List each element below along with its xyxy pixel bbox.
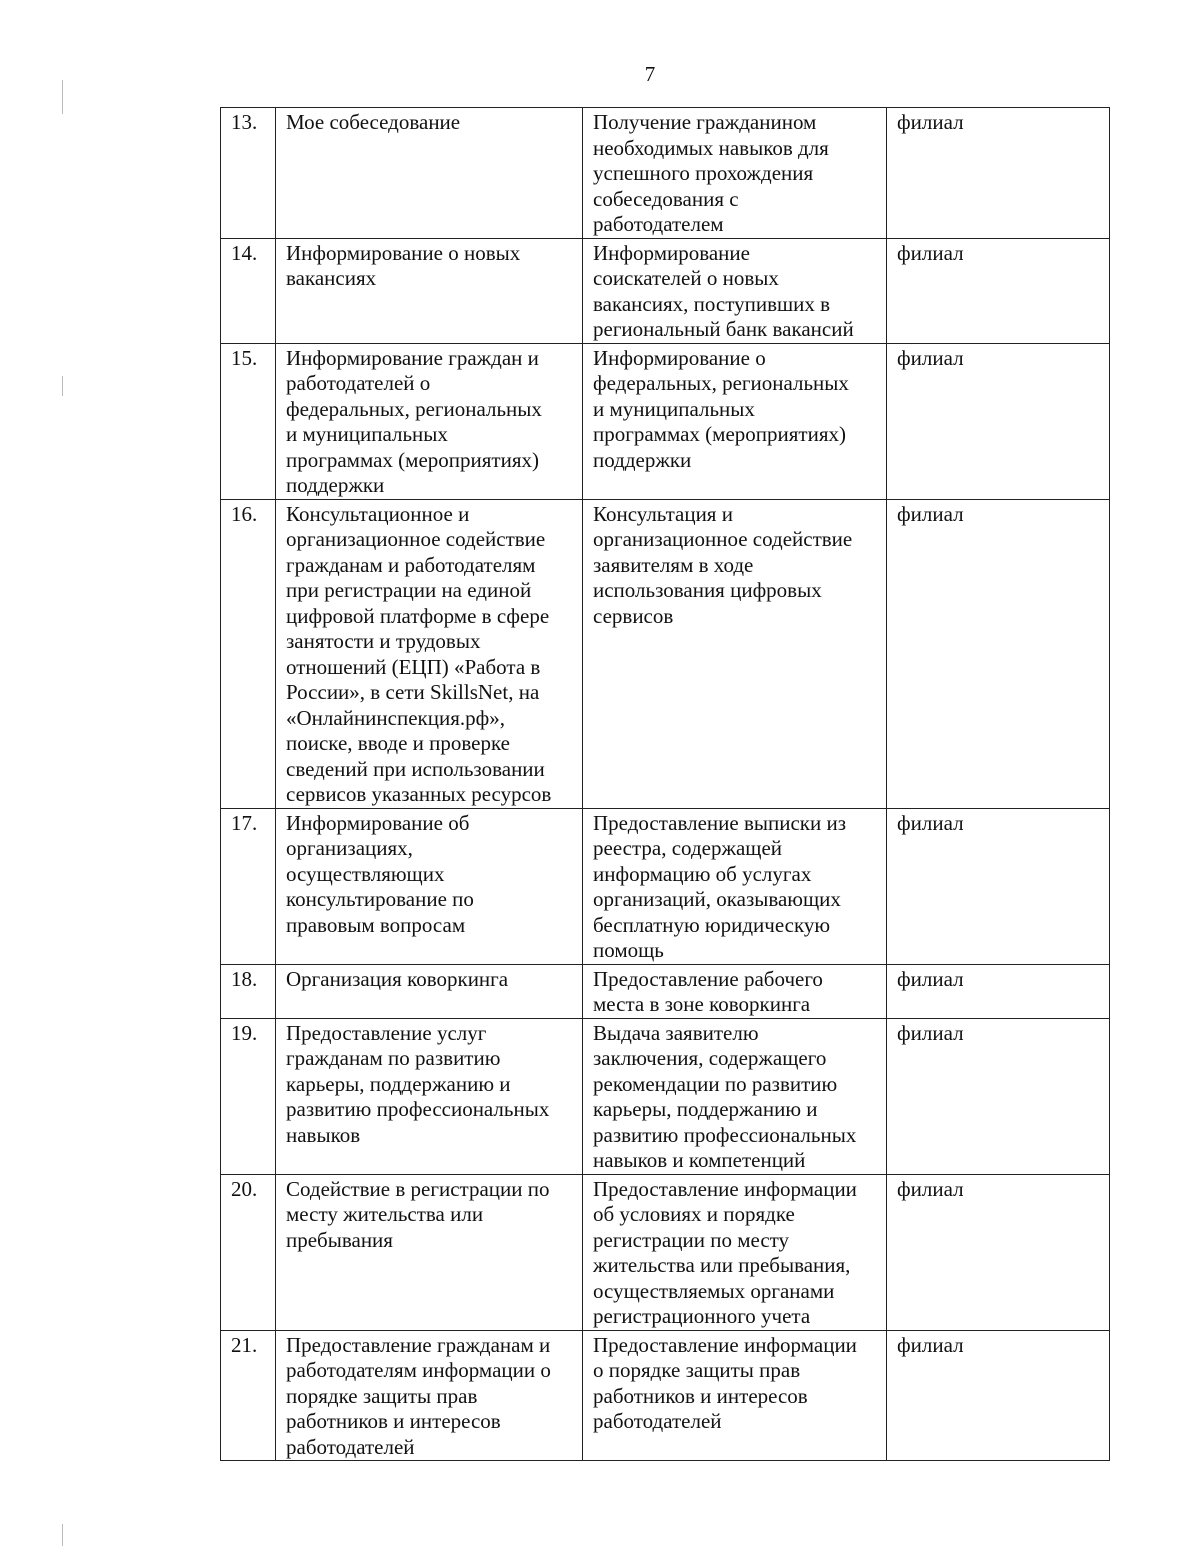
service-name-line: работников и интересов xyxy=(286,1409,501,1433)
service-result-line: Предоставление информации xyxy=(593,1176,857,1201)
service-name-line: Информирование о новых xyxy=(286,240,521,265)
service-name-line: Консультационное и xyxy=(286,501,470,526)
service-result-line: навыков и компетенций xyxy=(593,1148,806,1172)
service-name-line: при регистрации на единой xyxy=(286,578,532,602)
service-name-line: и муниципальных xyxy=(286,422,448,446)
service-name-cell xyxy=(276,108,583,239)
service-name-line: России», в сети SkillsNet, на xyxy=(286,680,540,704)
service-result-line: работодателем xyxy=(593,212,724,236)
service-result-line: регистрации по месту xyxy=(593,1227,790,1252)
service-name-line: организационное содействие xyxy=(286,527,546,551)
service-name-line: правовым вопросам xyxy=(286,912,466,937)
service-result-line: федеральных, региональных xyxy=(593,371,849,395)
table-body xyxy=(221,108,1110,1461)
service-result-line: жительства или пребывания, xyxy=(593,1253,851,1277)
table-row xyxy=(221,964,1110,1018)
service-result-line: Консультация и xyxy=(593,501,733,526)
table-row xyxy=(221,238,1110,343)
service-name-line: занятости и трудовых xyxy=(286,629,481,653)
service-result-line: организаций, оказывающих xyxy=(593,887,841,911)
service-name-line: навыков xyxy=(286,1122,361,1147)
service-result-line: бесплатную юридическую xyxy=(593,912,831,937)
service-result-line: об условиях и порядке xyxy=(593,1202,795,1226)
service-place-cell: филиал xyxy=(887,343,1110,499)
service-place-cell: филиал xyxy=(887,1174,1110,1330)
service-name-line: консультирование по xyxy=(286,887,474,911)
table-row xyxy=(221,808,1110,964)
service-result-line: соискателей о новых xyxy=(593,266,779,290)
service-name-line: отношений (ЕЦП) «Работа в xyxy=(286,654,541,679)
row-number: 20. xyxy=(221,1174,276,1330)
service-name-line: вакансиях xyxy=(286,266,377,290)
service-place-cell: филиал xyxy=(887,1330,1110,1461)
service-name-line: пребывания xyxy=(286,1227,393,1252)
service-result-line: Выдача заявителю xyxy=(593,1020,759,1045)
service-result-line: региональный банк вакансий xyxy=(593,317,854,341)
service-name-line: сервисов указанных ресурсов xyxy=(286,782,552,806)
service-result-line: места в зоне коворкинга xyxy=(593,992,811,1016)
service-name-line: работодателей xyxy=(286,1434,415,1459)
service-result-cell xyxy=(583,238,887,343)
service-name-line: Предоставление услуг xyxy=(286,1020,487,1045)
service-name-line: Мое собеседование xyxy=(286,110,461,134)
service-result-cell xyxy=(583,808,887,964)
service-result-cell xyxy=(583,343,887,499)
page-number: 7 xyxy=(644,62,656,86)
service-result-line: сервисов xyxy=(593,603,674,628)
service-place-cell: филиал xyxy=(887,108,1110,239)
service-name-line: порядке защиты прав xyxy=(286,1383,478,1408)
service-result-line: и муниципальных xyxy=(593,396,755,421)
service-result-line: информацию об услугах xyxy=(593,861,812,886)
service-result-line: программах (мероприятиях) xyxy=(593,422,846,446)
service-name-line: цифровой платформе в сфере xyxy=(286,603,550,628)
service-result-line: Предоставление информации xyxy=(593,1332,857,1357)
service-place-cell: филиал xyxy=(887,1018,1110,1174)
service-result-line: карьеры, поддержанию и xyxy=(593,1097,818,1121)
service-name-line: работодателям информации о xyxy=(286,1358,551,1382)
service-result-line: развитию профессиональных xyxy=(593,1122,857,1147)
service-name-cell xyxy=(276,1174,583,1330)
service-result-line: помощь xyxy=(593,938,664,962)
service-name-line: федеральных, региональных xyxy=(286,396,542,421)
service-result-line: работодателей xyxy=(593,1409,722,1433)
service-name-cell xyxy=(276,499,583,808)
service-result-line: осуществляемых органами xyxy=(593,1278,835,1303)
table-row xyxy=(221,108,1110,239)
service-result-line: Информирование о xyxy=(593,345,766,370)
service-name-line: Содействие в регистрации по xyxy=(286,1176,550,1201)
service-result-line: Информирование xyxy=(593,240,750,265)
service-result-line: Получение гражданином xyxy=(593,110,817,134)
service-name-cell xyxy=(276,1018,583,1174)
service-name-line: Предоставление гражданам и xyxy=(286,1332,551,1357)
service-result-line: Предоставление рабочего xyxy=(593,966,823,991)
table-row xyxy=(221,1330,1110,1461)
service-result-line: успешного прохождения xyxy=(593,161,814,185)
service-result-line: заключения, содержащего xyxy=(593,1046,827,1070)
service-name-cell xyxy=(276,343,583,499)
service-name-line: организациях, xyxy=(286,836,413,860)
service-result-line: вакансиях, поступивших в xyxy=(593,291,831,316)
service-result-line: Предоставление выписки из xyxy=(593,810,847,835)
row-number: 16. xyxy=(221,499,276,808)
service-result-cell xyxy=(583,499,887,808)
row-number: 14. xyxy=(221,238,276,343)
service-name-line: программах (мероприятиях) xyxy=(286,447,539,472)
scan-artifact xyxy=(62,376,63,396)
service-name-cell xyxy=(276,238,583,343)
table-row xyxy=(221,343,1110,499)
service-name-cell xyxy=(276,808,583,964)
service-name-line: поиске, вводе и проверке xyxy=(286,731,510,755)
service-result-cell xyxy=(583,1018,887,1174)
row-number: 21. xyxy=(221,1330,276,1461)
service-result-line: необходимых навыков для xyxy=(593,135,829,160)
service-place-cell: филиал xyxy=(887,499,1110,808)
table-row xyxy=(221,1174,1110,1330)
service-name-cell xyxy=(276,964,583,1018)
row-number: 19. xyxy=(221,1018,276,1174)
service-name-line: карьеры, поддержанию и xyxy=(286,1071,511,1096)
table-row xyxy=(221,499,1110,808)
service-name-line: «Онлайнинспекция.рф», xyxy=(286,705,505,730)
service-result-line: поддержки xyxy=(593,447,692,472)
service-result-line: заявителям в ходе xyxy=(593,552,754,577)
row-number: 17. xyxy=(221,808,276,964)
row-number: 15. xyxy=(221,343,276,499)
service-place-cell: филиал xyxy=(887,808,1110,964)
service-result-line: работников и интересов xyxy=(593,1383,808,1408)
service-result-cell xyxy=(583,1330,887,1461)
service-name-line: работодателей о xyxy=(286,371,431,395)
row-number: 18. xyxy=(221,964,276,1018)
service-name-line: Информирование об xyxy=(286,810,470,835)
service-result-line: реестра, содержащей xyxy=(593,836,783,860)
service-name-line: осуществляющих xyxy=(286,861,445,886)
service-name-line: Информирование граждан и xyxy=(286,345,539,370)
service-result-line: рекомендации по развитию xyxy=(593,1071,838,1096)
service-result-cell xyxy=(583,1174,887,1330)
service-name-line: гражданам и работодателям xyxy=(286,552,536,577)
service-name-line: гражданам по развитию xyxy=(286,1046,501,1070)
service-result-line: собеседования с xyxy=(593,186,739,211)
service-result-cell xyxy=(583,964,887,1018)
service-name-line: сведений при использовании xyxy=(286,756,545,781)
service-place-cell: филиал xyxy=(887,964,1110,1018)
service-name-line: месту жительства или xyxy=(286,1202,484,1226)
table-row xyxy=(221,1018,1110,1174)
service-name-line: поддержки xyxy=(286,473,385,497)
scan-artifact xyxy=(62,80,63,114)
service-result-line: организационное содействие xyxy=(593,527,853,551)
service-name-line: Организация коворкинга xyxy=(286,966,509,991)
scan-artifact xyxy=(62,1524,63,1546)
service-result-line: регистрационного учета xyxy=(593,1304,811,1328)
row-number: 13. xyxy=(221,108,276,239)
services-table xyxy=(220,107,1110,1461)
service-result-cell xyxy=(583,108,887,239)
service-result-line: о порядке защиты прав xyxy=(593,1358,801,1382)
service-name-cell xyxy=(276,1330,583,1461)
service-name-line: развитию профессиональных xyxy=(286,1097,550,1121)
service-result-line: использования цифровых xyxy=(593,578,822,602)
service-place-cell: филиал xyxy=(887,238,1110,343)
